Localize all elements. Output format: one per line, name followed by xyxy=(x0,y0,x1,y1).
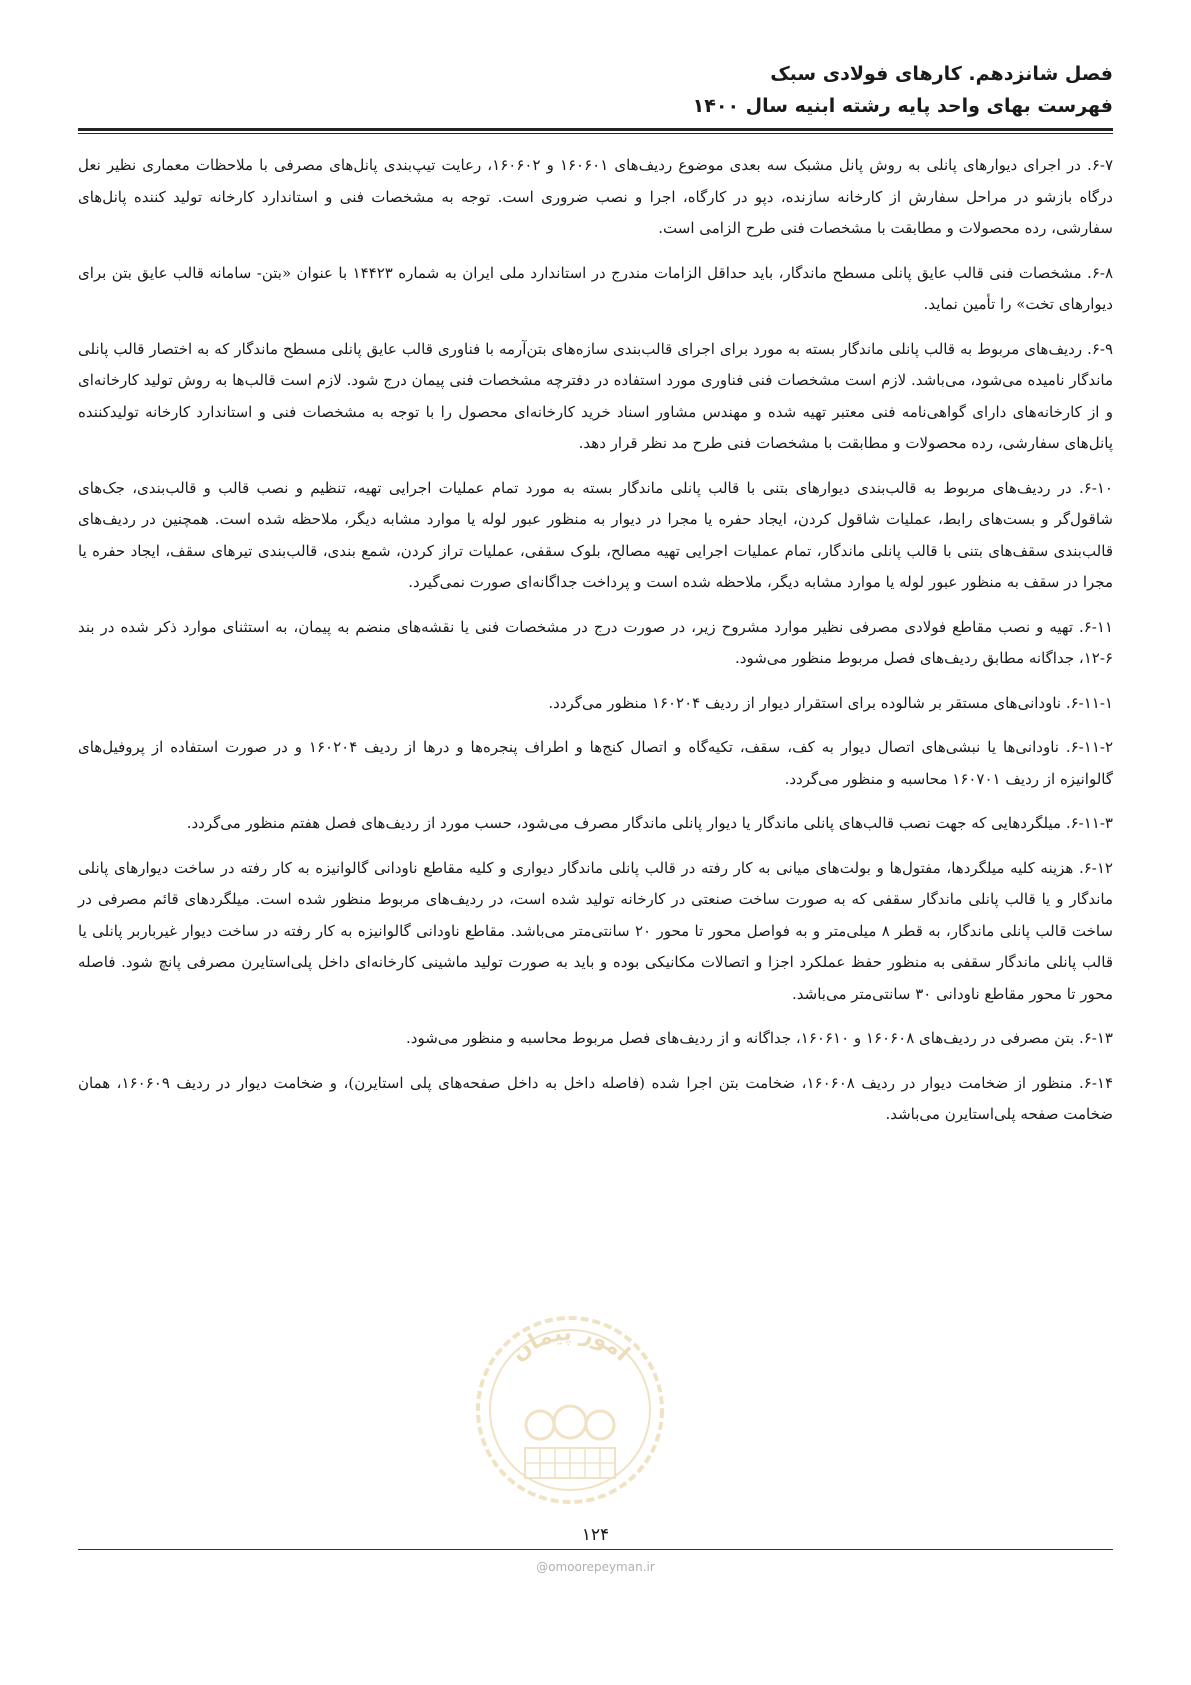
paragraph-6-11-2: ۶-۱۱-۲. ناودانی‌ها یا نبشی‌های اتصال دیوار به کف، سقف، تکیه‌گاه و اتصال کنج‌ها و اطراف پنجره‌ها و درها از ردیف ۱۶۰۲۰۴ و در صورت استفاده از پروفیل‌های گالوانیزه از ردیف ۱۶۰۷۰۱ محاسبه و منظور می‌گردد. xyxy=(78,738,1114,788)
paragraph-6-13: ۶-۱۳. بتن مصرفی در ردیف‌های ۱۶۰۶۰۸ و ۱۶۰۶۱۰، جداگانه و از ردیف‌های فصل مربوط محاسبه و منظور می‌شود. xyxy=(406,1029,1113,1047)
paragraph-6-7: ۶-۷. در اجرای دیوارهای پانلی به روش پانل مشبک سه بعدی موضوع ردیف‌های ۱۶۰۶۰۱ و ۱۶۰۶۰۲، رعایت تیپ‌بندی پانل‌های مصرفی با ملاحظات معماری نظیر نعل درگاه بازشو در مراحل سفارش از کارخانه سازنده، دپو در کارگاه، اجرا و نصب ضروری است. توجه به مشخصات فنی و استاندارد کارخانه تولید کننده پانل‌های سفارشی، رده محصولات و مطابقت با مشخصات فنی طرح الزامی است. xyxy=(78,156,1113,237)
watermark-text: امور پیمان xyxy=(506,1320,635,1367)
paragraph-6-11-3: ۶-۱۱-۳. میلگردهایی که جهت نصب قالب‌های پانلی ماندگار یا دیوار پانلی ماندگار مصرف می‌شود، حسب مورد از ردیف‌های فصل هفتم منظور می‌گردد. xyxy=(186,814,1113,832)
footer-divider xyxy=(78,1549,1113,1550)
footer-website: @omoorepeyman.ir xyxy=(536,1560,655,1574)
header-divider xyxy=(78,128,1113,131)
book-title: فهرست بهای واحد پایه رشته ابنیه سال ۱۴۰۰ xyxy=(692,95,1113,117)
svg-text:امور پیمان xyxy=(507,1321,635,1366)
page-header xyxy=(78,58,1113,122)
paragraph-6-10: ۶-۱۰. در ردیف‌های مربوط به قالب‌بندی دیوارهای بتنی با قالب پانلی ماندگار بسته به مورد تمام عملیات اجرایی تهیه، تنظیم و نصب قالب و قالب‌بندی، جک‌های شاقول‌گر و بست‌های رابط، عملیات شاقول کردن، ایجاد حفره یا مجرا در دیوار به منظور عبور لوله یا موارد مشابه دیگر، ملاحظه شده است. همچنین در ردیف‌های قالب‌بندی سقف‌های بتنی با قالب پانلی ماندگار، تمام عملیات اجرایی تهیه مصالح، بلوک سقفی، عملیات تراز کردن، شمع بندی، قالب‌بندی تیرهای سقف، ایجاد حفره یا مجرا در سقف به منظور عبور لوله یا موارد مشابه دیگر، ملاحظه شده است و پرداخت جداگانه‌ای صورت نمی‌گیرد. xyxy=(78,478,1113,591)
watermark-seal xyxy=(470,1310,670,1510)
paragraph-6-8: ۶-۸. مشخصات فنی قالب عایق پانلی مسطح ماندگار، باید حداقل الزامات مندرج در استاندارد ملی ایران به شماره ۱۴۴۲۳ با عنوان «بتن- سامانه قالب عایق بتن برای دیوارهای تخت» را تأمین نماید. xyxy=(78,263,1113,313)
chapter-title: فصل شانزدهم. کارهای فولادی سبک xyxy=(770,63,1113,85)
paragraph-6-12: ۶-۱۲. هزینه کلیه میلگردها، مفتول‌ها و بولت‌های میانی به کار رفته در قالب پانلی ماندگار دیواری و کلیه مقاطع ناودانی گالوانیزه به کار رفته در ساخت دیوارهای پانلی ماندگار و یا قالب پانلی ماندگار سقفی که به صورت ساخت صنعتی در کارخانه تولید شده است، در ردیف‌های مربوط منظور شده است. میلگردهای قائم مصرفی در ساخت قالب پانلی ماندگار، به قطر ۸ میلی‌متر و به فواصل محور تا محور ۲۰ سانتی‌متر می‌باشد. مقاطع ناودانی گالوانیزه به کار رفته در ساخت دیوار غیرباربر پانلی یا قالب پانلی ماندگار سقفی به منظور حفظ عملکرد اجزا و اتصالات مکانیکی بوده و باید به صورت تولید ماشینی کارخانه‌ای داخل پلی‌استایرن مصرفی پانچ شود. فاصله محور تا محور مقاطع ناودانی ۳۰ سانتی‌متر می‌باشد. xyxy=(78,858,1113,1003)
page-number: ۱۲۴ xyxy=(581,1525,610,1545)
paragraph-6-9: ۶-۹. ردیف‌های مربوط به قالب پانلی ماندگار بسته به مورد برای اجرای قالب‌بندی سازه‌های بتن‌آرمه با فناوری قالب عایق پانلی مسطح ماندگار که به اختصار قالب پانلی ماندگار نامیده می‌شود، می‌باشد. لازم است مشخصات فنی فناوری مورد استفاده در دفترچه مشخصات فنی پیمان درج شود. لازم است قالب‌ها به روش تولید کارخانه‌ای و از کارخانه‌های دارای گواهی‌نامه فنی معتبر تهیه شده و مهندس مشاور اسناد خرید کارخانه‌ای محصول را با توجه به مشخصات فنی و استاندارد کارخانه تولیدکننده پانل‌های سفارشی، رده محصولات و مطابقت با مشخصات فنی طرح مد نظر قرار دهد. xyxy=(78,339,1113,452)
paragraph-6-11: ۶-۱۱. تهیه و نصب مقاطع فولادی مصرفی نظیر موارد مشروح زیر، در صورت درج در مشخصات فنی یا نقشه‌های منضم به پیمان، به استثنای موارد ذکر شده در بند ۶-۱۲، جداگانه مطابق ردیف‌های فصل مربوط منظور می‌شود. xyxy=(78,617,1113,667)
document-body xyxy=(78,150,1113,1144)
paragraph-6-14: ۶-۱۴. منظور از ضخامت دیوار در ردیف ۱۶۰۶۰۸، ضخامت بتن اجرا شده (فاصله داخل به داخل صفحه‌های پلی استایرن)، و ضخامت دیوار در ردیف ۱۶۰۶۰۹، همان ضخامت صفحه پلی‌استایرن می‌باشد. xyxy=(78,1073,1114,1123)
paragraph-6-11-1: ۶-۱۱-۱. ناودانی‌های مستقر بر شالوده برای استقرار دیوار از ردیف ۱۶۰۲۰۴ منظور می‌گردد. xyxy=(548,693,1113,712)
